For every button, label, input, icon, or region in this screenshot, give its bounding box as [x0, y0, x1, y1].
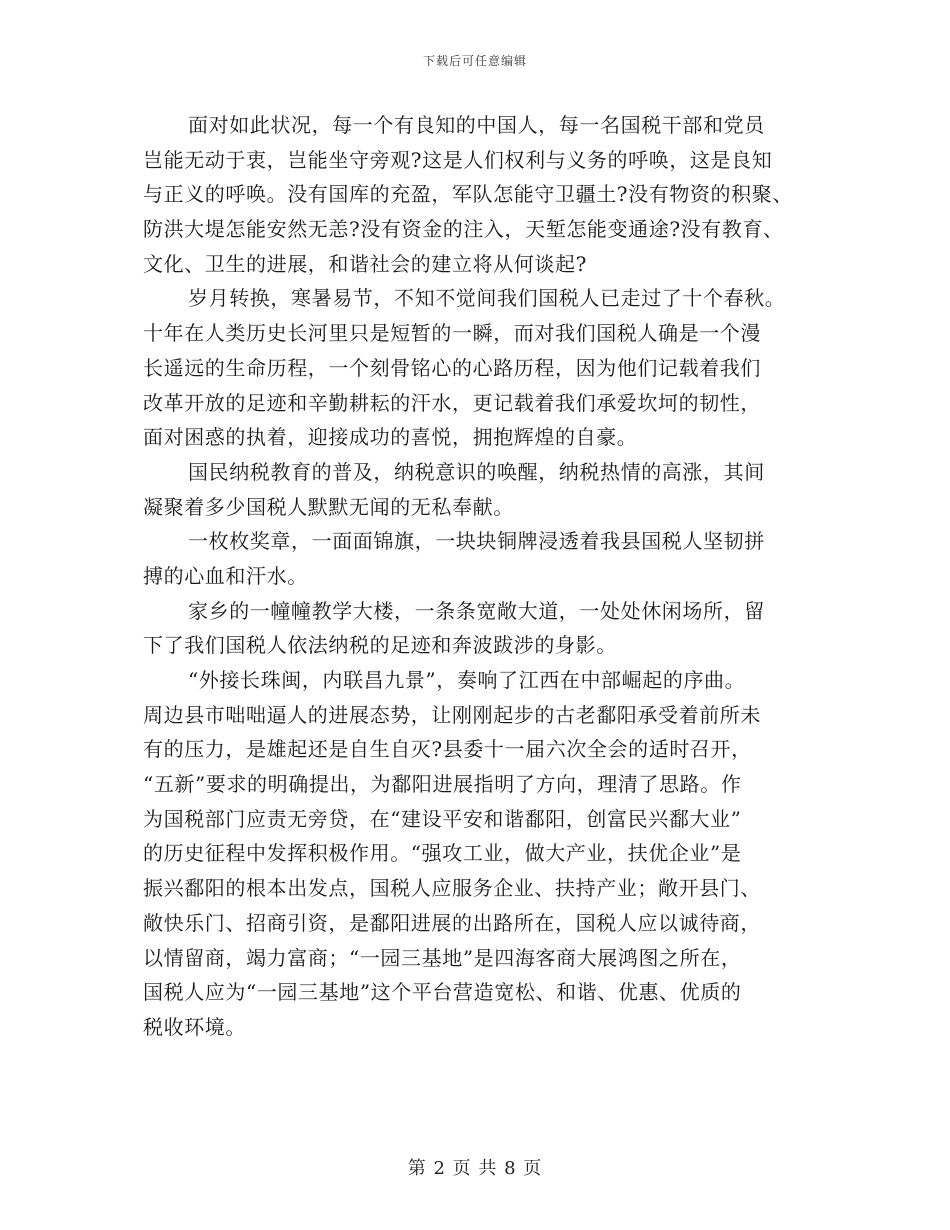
text-line: 的历史征程中发挥积极作用。“强攻工业，做大产业，扶优企业”是	[143, 841, 742, 866]
text-line: 搏的心血和汗水。	[143, 563, 308, 588]
text-line: 国税人应为“一园三基地”这个平台营造宽松、和谐、优惠、优质的	[143, 980, 742, 1005]
text-line: 周边县市咄咄逼人的进展态势，让刚刚起步的古老鄱阳承受着前所未	[143, 702, 761, 727]
text-line: 以情留商，竭力富商；“一园三基地”是四海客商大展鸿图之所在，	[143, 945, 742, 970]
text-line: 振兴鄱阳的根本出发点，国税人应服务企业、扶持产业；敞开县门、	[143, 876, 761, 901]
page-number-footer: 第 2 页 共 8 页	[407, 1158, 543, 1179]
text-line: 文化、卫生的进展，和谐社会的建立将从何谈起?	[143, 251, 587, 276]
text-line: 长遥远的生命历程，一个刻骨铭心的心路历程，因为他们记载着我们	[143, 355, 761, 380]
text-line: 一枚枚奖章，一面面锦旗，一块块铜牌浸透着我县国税人坚韧拼	[188, 529, 765, 554]
text-line: 下了我们国税人依法纳税的足迹和奔波跋涉的身影。	[143, 633, 617, 658]
text-line: 凝聚着多少国税人默默无闻的无私奉献。	[143, 494, 514, 519]
text-line: 面对如此状况，每一个有良知的中国人，每一名国税干部和党员	[188, 113, 765, 137]
text-line: 十年在人类历史长河里只是短暂的一瞬，而对我们国税人确是一个漫	[143, 321, 761, 346]
document-body	[143, 108, 823, 1045]
text-line: 与正义的呼唤。没有国库的充盈，军队怎能守卫疆土?没有物资的积聚、	[143, 182, 793, 207]
text-line: 面对困惑的执着，迎接成功的喜悦，拥抱辉煌的自豪。	[143, 425, 638, 450]
text-line: 敞快乐门、招商引资，是鄱阳进展的出路所在，国税人应以诚待商，	[143, 910, 761, 935]
text-line: 税收环境。	[143, 1014, 246, 1039]
text-line: 家乡的一幢幢教学大楼，一条条宽敞大道，一处处休闲场所，留	[188, 598, 765, 623]
page-header-note: 下载后可任意编辑	[422, 54, 527, 68]
text-line: 岂能无动于衷，岂能坐守旁观?这是人们权利与义务的呼唤，这是良知	[143, 147, 773, 172]
text-line: 有的压力，是雄起还是自生自灭?县委十一届六次全会的适时召开，	[143, 737, 752, 762]
text-line: 为国税部门应责无旁贷，在“建设平安和谐鄱阳，创富民兴鄱大业”	[143, 806, 742, 831]
text-line: “五新”要求的明确提出，为鄱阳进展指明了方向，理清了思路。作	[143, 772, 742, 797]
text-line: 改革开放的足迹和辛勤耕耘的汗水，更记载着我们承爱坎坷的韧性，	[143, 390, 761, 415]
text-line: 岁月转换，寒暑易节，不知不觉间我们国税人已走过了十个春秋。	[188, 286, 786, 311]
text-line: 国民纳税教育的普及，纳税意识的唤醒，纳税热情的高涨，其间	[188, 459, 765, 484]
text-line: 防洪大堤怎能安然无恙?没有资金的注入，天堑怎能变通途?没有教育、	[143, 217, 784, 242]
text-line: “外接长珠闽，内联昌九景”，奏响了江西在中部崛起的序曲。	[188, 668, 746, 692]
